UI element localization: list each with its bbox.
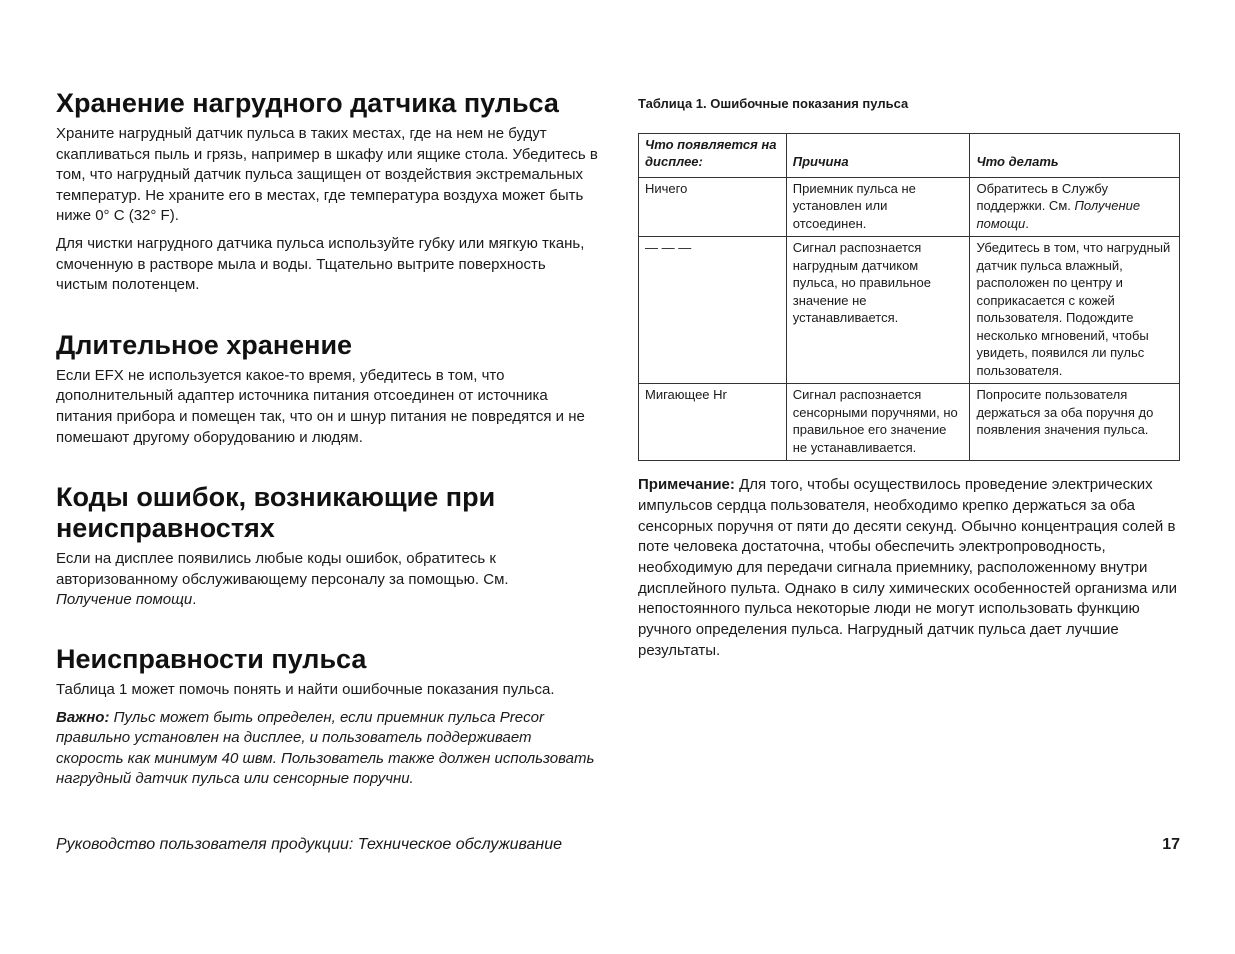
page-footer [56, 836, 1180, 856]
note-text: Для того, чтобы осуществилось проведение электрических импульсов сердца пользователя, необходимо крепко держаться за оба сенсорных поручня от пяти до десяти секунд. Обычно концентрация солей в поте человека достаточна, чтобы обеспечить электропроводность, необходимую для передачи сигнала приемнику, расположенному внутри дисплейного пульта. Однако в силу химических особенностей организма или непостоянного пульса некоторые люди не могут использовать функцию ручного определения пульса. Нагрудный датчик пульса дает лучшие результаты. [638, 476, 1177, 659]
column-header-action: Что делать [970, 133, 1180, 177]
table-row [639, 384, 1180, 461]
footer-title: Руководство пользователя продукции: Техническое обслуживание [56, 836, 563, 853]
cell-display: — — — [639, 237, 787, 384]
heading-long-term-storage: Длительное хранение [56, 329, 353, 360]
table-header-row [639, 133, 1180, 177]
paragraph: Таблица 1 может помочь понять и найти ошибочные показания пульса. [56, 680, 555, 698]
help-link[interactable]: Получение помощи [976, 198, 1141, 231]
cell-cause: Приемник пульса не установлен или отсоединен. [786, 177, 970, 237]
cell-display: Мигающее Hr [639, 384, 787, 461]
column-header-display: Что появляется на дисплее: [639, 133, 787, 177]
left-column [56, 88, 601, 790]
cell-action [970, 177, 1180, 237]
heading-pulse-problems: Неисправности пульса [56, 643, 367, 674]
table-row [639, 177, 1180, 237]
section-pulse-problems [56, 644, 601, 790]
important-text: Пульс может быть определен, если приемник пульса Precor правильно установлен на дисплее, и пользователь поддерживает скорость как минимум 40 швм. Пользователь также должен использовать нагрудный датчик пульса или сенсорные поручни. [56, 708, 595, 788]
paragraph: Храните нагрудный датчик пульса в таких местах, где на нем не будут скапливаться пыль и грязь, например в шкафу или ящике стола. Убедитесь в том, что нагрудный датчик пульса защищен от воздействия экстремальных температур. Не храните его в местах, где температура воздуха может быть ниже 0° C (32° F). [56, 125, 598, 225]
section-error-codes [56, 482, 601, 611]
paragraph-text: Если на дисплее появились любые коды ошибок, обратитесь к авторизованному обслуживающему персоналу за помощью. См. [56, 550, 509, 588]
paragraph [56, 549, 601, 611]
paragraph: Если EFX не используется какое-то время, убедитесь в том, что дополнительный адаптер источника питания отсоединен от источника питания прибора и помещен так, что он и шнур питания не повредятся и не помешают другому оборудованию и людям. [56, 366, 585, 446]
note-paragraph [638, 475, 1181, 661]
paragraph: Для чистки нагрудного датчика пульса используйте губку или мягкую ткань, смоченную в растворе мыла и воды. Тщательно вытрите поверхность чистым полотенцем. [56, 234, 585, 294]
table-row [639, 237, 1180, 384]
heading-chest-strap-storage: Хранение нагрудного датчика пульса [56, 88, 559, 118]
pulse-errors-table [638, 133, 1180, 462]
cell-action: Попросите пользователя держаться за оба поручня до появления значения пульса. [970, 384, 1180, 461]
help-link[interactable]: Получение помощи [56, 591, 193, 609]
section-chest-strap-storage [56, 88, 601, 296]
cell-cause: Сигнал распознается нагрудным датчиком пульса, но правильное значение не устанавливается. [786, 237, 970, 384]
heading-error-codes: Коды ошибок, возникающие при неисправностях [56, 482, 496, 544]
cell-action-text: Обратитесь в Службу поддержки. См. [976, 180, 1108, 214]
right-column [638, 94, 1181, 661]
table-caption: Таблица 1. Ошибочные показания пульса [638, 96, 909, 111]
note-label: Примечание: [638, 476, 735, 494]
punctuation: . [192, 591, 197, 609]
cell-display: Ничего [639, 177, 787, 237]
important-label: Важно: [56, 708, 110, 726]
cell-cause: Сигнал распознается сенсорными поручнями, но правильное его значение не устанавливается. [786, 384, 970, 461]
cell-action: Убедитесь в том, что нагрудный датчик пульса влажный, расположен по центру и соприкасается с кожей пользователя. Подождите несколько мгновений, чтобы увидеть, появился ли пульс пользователя. [970, 237, 1180, 384]
punctuation: . [1025, 215, 1029, 231]
column-header-cause: Причина [786, 133, 970, 177]
section-long-term-storage [56, 330, 601, 448]
important-note [56, 708, 601, 790]
page-number: 17 [1162, 836, 1180, 853]
